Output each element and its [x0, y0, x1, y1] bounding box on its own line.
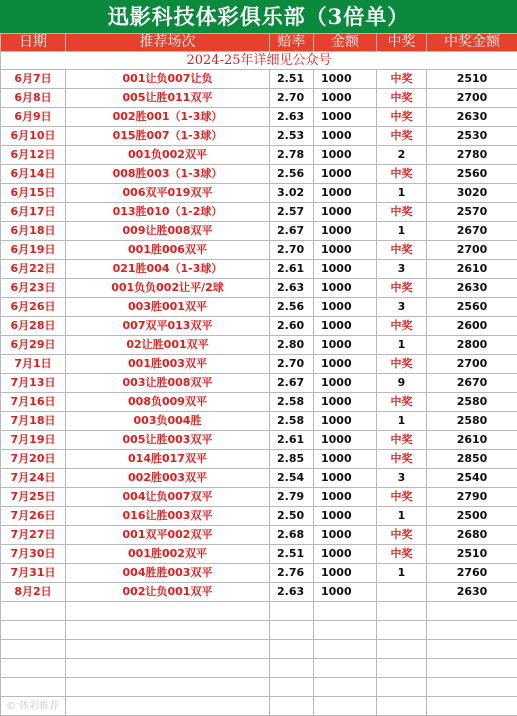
row-amount: 1000: [314, 298, 377, 317]
empty-cell: [377, 678, 427, 697]
row-match: 001让负007让负: [66, 70, 270, 89]
empty-cell: [377, 640, 427, 659]
table-row: [1, 279, 517, 298]
table-row: [1, 412, 517, 431]
row-prize: 2700: [427, 241, 517, 260]
row-result: 1: [377, 222, 427, 241]
row-odds: 2.63: [270, 583, 314, 602]
row-prize: 2780: [427, 146, 517, 165]
row-date: 6月28日: [1, 317, 66, 336]
row-result: 中奖: [377, 450, 427, 469]
row-amount: 1000: [314, 412, 377, 431]
row-result: 中奖: [377, 431, 427, 450]
table-row: [1, 469, 517, 488]
table-row: [1, 583, 517, 602]
row-date: 6月17日: [1, 203, 66, 222]
row-prize: 2500: [427, 507, 517, 526]
row-date: 6月15日: [1, 184, 66, 203]
sheet-title: 迅影科技体彩俱乐部（3倍单）: [0, 0, 517, 33]
row-amount: 1000: [314, 374, 377, 393]
row-date: 7月19日: [1, 431, 66, 450]
col-header-result: 中奖: [377, 34, 427, 52]
table-row: [1, 222, 517, 241]
row-result: 中奖: [377, 241, 427, 260]
row-prize: 2510: [427, 70, 517, 89]
watermark: © 体彩推荐: [6, 697, 59, 712]
row-result: 2: [377, 146, 427, 165]
row-result: 中奖: [377, 317, 427, 336]
row-amount: 1000: [314, 488, 377, 507]
table-row: [1, 89, 517, 108]
row-result: 中奖: [377, 108, 427, 127]
row-prize: 2850: [427, 450, 517, 469]
row-result: 3: [377, 298, 427, 317]
table-row: [1, 336, 517, 355]
row-odds: 2.70: [270, 241, 314, 260]
row-date: 7月18日: [1, 412, 66, 431]
row-result: 1: [377, 336, 427, 355]
row-amount: 1000: [314, 564, 377, 583]
row-result: 9: [377, 374, 427, 393]
row-prize: 2540: [427, 469, 517, 488]
empty-row: [1, 697, 517, 716]
row-result: 中奖: [377, 89, 427, 108]
row-amount: 1000: [314, 526, 377, 545]
row-amount: 1000: [314, 260, 377, 279]
row-date: 7月1日: [1, 355, 66, 374]
table-row: [1, 450, 517, 469]
row-result: 1: [377, 184, 427, 203]
row-prize: 2580: [427, 393, 517, 412]
row-result: 中奖: [377, 127, 427, 146]
row-result: 中奖: [377, 488, 427, 507]
row-amount: 1000: [314, 583, 377, 602]
row-match: 02让胜001双平: [66, 336, 270, 355]
row-match: 003让胜008双平: [66, 374, 270, 393]
table-header-row: [1, 34, 517, 52]
row-prize: 2800: [427, 336, 517, 355]
row-amount: 1000: [314, 184, 377, 203]
table-row: [1, 165, 517, 184]
empty-cell: [314, 659, 377, 678]
row-odds: 2.60: [270, 317, 314, 336]
col-header-prize: 中奖金额: [427, 34, 517, 52]
row-prize: 2560: [427, 298, 517, 317]
table-row: [1, 355, 517, 374]
row-match: 001负002双平: [66, 146, 270, 165]
row-date: 7月16日: [1, 393, 66, 412]
col-header-date: 日期: [1, 34, 66, 52]
col-header-amount: 金额: [314, 34, 377, 52]
col-header-odds: 赔率: [270, 34, 314, 52]
row-match: 001胜006双平: [66, 241, 270, 260]
row-amount: 1000: [314, 450, 377, 469]
row-prize: 2560: [427, 165, 517, 184]
row-result: 1: [377, 564, 427, 583]
row-date: 7月24日: [1, 469, 66, 488]
empty-cell: [66, 659, 270, 678]
row-odds: 2.58: [270, 412, 314, 431]
row-odds: 2.67: [270, 374, 314, 393]
row-amount: 1000: [314, 317, 377, 336]
row-match: 015胜007（1-3球）: [66, 127, 270, 146]
row-amount: 1000: [314, 355, 377, 374]
row-prize: 3020: [427, 184, 517, 203]
row-date: 6月7日: [1, 70, 66, 89]
row-date: 6月23日: [1, 279, 66, 298]
empty-cell: [377, 659, 427, 678]
row-match: 008胜003（1-3球）: [66, 165, 270, 184]
row-date: 6月8日: [1, 89, 66, 108]
row-odds: 2.56: [270, 165, 314, 184]
table-row: [1, 393, 517, 412]
row-odds: 2.50: [270, 507, 314, 526]
row-odds: 2.68: [270, 526, 314, 545]
row-result: 中奖: [377, 393, 427, 412]
empty-cell: [427, 640, 517, 659]
row-match: 004让负007双平: [66, 488, 270, 507]
row-result: 1: [377, 507, 427, 526]
row-match: 001负负002让平/2球: [66, 279, 270, 298]
row-date: 7月25日: [1, 488, 66, 507]
table-row: [1, 241, 517, 260]
row-odds: 2.51: [270, 545, 314, 564]
col-header-match: 推荐场次: [66, 34, 270, 52]
row-odds: 2.54: [270, 469, 314, 488]
row-odds: 2.79: [270, 488, 314, 507]
subtitle-row: [1, 52, 517, 70]
row-amount: 1000: [314, 89, 377, 108]
row-date: 8月2日: [1, 583, 66, 602]
row-result: 3: [377, 260, 427, 279]
row-amount: 1000: [314, 222, 377, 241]
row-prize: 2670: [427, 222, 517, 241]
row-date: 7月13日: [1, 374, 66, 393]
row-prize: 2610: [427, 260, 517, 279]
empty-row: [1, 659, 517, 678]
row-result: 1: [377, 412, 427, 431]
table-row: [1, 146, 517, 165]
empty-cell: [314, 621, 377, 640]
row-prize: 2510: [427, 545, 517, 564]
row-odds: 2.70: [270, 89, 314, 108]
row-amount: 1000: [314, 70, 377, 89]
row-date: 7月30日: [1, 545, 66, 564]
row-prize: 2700: [427, 355, 517, 374]
row-match: 001胜003双平: [66, 355, 270, 374]
empty-cell: [377, 621, 427, 640]
empty-cell: [270, 602, 314, 621]
row-odds: 2.56: [270, 298, 314, 317]
row-date: 6月29日: [1, 336, 66, 355]
row-amount: 1000: [314, 336, 377, 355]
row-date: 7月20日: [1, 450, 66, 469]
empty-cell: [427, 659, 517, 678]
row-result: 中奖: [377, 526, 427, 545]
row-amount: 1000: [314, 431, 377, 450]
row-date: 7月31日: [1, 564, 66, 583]
row-date: 6月9日: [1, 108, 66, 127]
table-row: [1, 203, 517, 222]
row-amount: 1000: [314, 279, 377, 298]
empty-cell: [66, 621, 270, 640]
row-prize: 2680: [427, 526, 517, 545]
row-prize: 2630: [427, 583, 517, 602]
row-amount: 1000: [314, 393, 377, 412]
row-prize: 2760: [427, 564, 517, 583]
row-match: 001胜002双平: [66, 545, 270, 564]
empty-row: [1, 640, 517, 659]
row-prize: 2610: [427, 431, 517, 450]
row-date: 6月10日: [1, 127, 66, 146]
row-prize: 2600: [427, 317, 517, 336]
row-amount: 1000: [314, 469, 377, 488]
row-amount: 1000: [314, 241, 377, 260]
empty-cell: [377, 602, 427, 621]
empty-cell: [314, 697, 377, 716]
row-amount: 1000: [314, 108, 377, 127]
empty-cell: [1, 602, 66, 621]
row-match: 021胜004（1-3球）: [66, 260, 270, 279]
empty-cell: [314, 640, 377, 659]
row-match: 007双平013双平: [66, 317, 270, 336]
row-date: 6月12日: [1, 146, 66, 165]
row-date: 6月19日: [1, 241, 66, 260]
empty-cell: [66, 697, 270, 716]
empty-cell: [270, 697, 314, 716]
table-row: [1, 488, 517, 507]
row-amount: 1000: [314, 507, 377, 526]
table-row: [1, 545, 517, 564]
row-match: 003负004胜: [66, 412, 270, 431]
empty-cell: [270, 621, 314, 640]
table-row: [1, 298, 517, 317]
row-amount: 1000: [314, 146, 377, 165]
row-result: 中奖: [377, 70, 427, 89]
row-date: 6月14日: [1, 165, 66, 184]
empty-cell: [1, 621, 66, 640]
empty-cell: [427, 621, 517, 640]
row-amount: 1000: [314, 545, 377, 564]
row-odds: 2.53: [270, 127, 314, 146]
empty-cell: [66, 640, 270, 659]
empty-row: [1, 602, 517, 621]
row-odds: 3.02: [270, 184, 314, 203]
row-odds: 2.67: [270, 222, 314, 241]
empty-row: [1, 678, 517, 697]
row-odds: 2.70: [270, 355, 314, 374]
empty-cell: [427, 697, 517, 716]
row-odds: 2.61: [270, 260, 314, 279]
row-match: 001双平002双平: [66, 526, 270, 545]
record-table: [0, 33, 517, 716]
table-row: [1, 374, 517, 393]
row-odds: 2.51: [270, 70, 314, 89]
empty-cell: [427, 602, 517, 621]
row-match: 002胜003双平: [66, 469, 270, 488]
row-odds: 2.63: [270, 279, 314, 298]
row-odds: 2.80: [270, 336, 314, 355]
row-prize: 2670: [427, 374, 517, 393]
empty-cell: [66, 678, 270, 697]
empty-cell: [377, 697, 427, 716]
empty-cell: [427, 678, 517, 697]
empty-cell: [1, 659, 66, 678]
table-row: [1, 317, 517, 336]
row-prize: 2790: [427, 488, 517, 507]
row-odds: 2.85: [270, 450, 314, 469]
row-match: 003胜001双平: [66, 298, 270, 317]
empty-cell: [314, 678, 377, 697]
row-odds: 2.78: [270, 146, 314, 165]
row-date: 6月22日: [1, 260, 66, 279]
row-match: 009让胜008双平: [66, 222, 270, 241]
row-result: 中奖: [377, 355, 427, 374]
row-match: 005让胜011双平: [66, 89, 270, 108]
row-date: 6月18日: [1, 222, 66, 241]
row-result: 中奖: [377, 165, 427, 184]
empty-cell: [270, 640, 314, 659]
empty-cell: [66, 602, 270, 621]
row-prize: 2700: [427, 89, 517, 108]
row-odds: 2.57: [270, 203, 314, 222]
row-match: 002胜001（1-3球）: [66, 108, 270, 127]
row-match: 005让胜003双平: [66, 431, 270, 450]
row-odds: 2.76: [270, 564, 314, 583]
row-match: 008负009双平: [66, 393, 270, 412]
table-row: [1, 507, 517, 526]
table-row: [1, 70, 517, 89]
table-row: [1, 564, 517, 583]
row-match: 004胜胜003双平: [66, 564, 270, 583]
table-row: [1, 526, 517, 545]
table-row: [1, 127, 517, 146]
empty-cell: [1, 640, 66, 659]
row-result: 中奖: [377, 279, 427, 298]
empty-cell: [270, 678, 314, 697]
table-row: [1, 431, 517, 450]
row-prize: 2580: [427, 412, 517, 431]
empty-cell: [1, 678, 66, 697]
row-prize: 2530: [427, 127, 517, 146]
row-amount: 1000: [314, 165, 377, 184]
row-odds: 2.61: [270, 431, 314, 450]
row-match: 016让胜003双平: [66, 507, 270, 526]
row-prize: 2570: [427, 203, 517, 222]
row-match: 002让负001双平: [66, 583, 270, 602]
table-row: [1, 184, 517, 203]
row-result: 中奖: [377, 203, 427, 222]
row-amount: 1000: [314, 203, 377, 222]
row-match: 006双平019双平: [66, 184, 270, 203]
empty-cell: [270, 659, 314, 678]
row-result: [377, 583, 427, 602]
subtitle: 2024-25年详细见公众号: [1, 52, 517, 70]
row-odds: 2.58: [270, 393, 314, 412]
row-match: 013胜010（1-2球）: [66, 203, 270, 222]
row-date: 6月26日: [1, 298, 66, 317]
row-match: 014胜017双平: [66, 450, 270, 469]
row-prize: 2630: [427, 108, 517, 127]
row-prize: 2630: [427, 279, 517, 298]
row-date: 7月26日: [1, 507, 66, 526]
row-result: 中奖: [377, 545, 427, 564]
empty-row: [1, 621, 517, 640]
row-amount: 1000: [314, 127, 377, 146]
table-row: [1, 260, 517, 279]
row-date: 7月27日: [1, 526, 66, 545]
empty-cell: [314, 602, 377, 621]
table-row: [1, 108, 517, 127]
row-result: 3: [377, 469, 427, 488]
row-odds: 2.63: [270, 108, 314, 127]
